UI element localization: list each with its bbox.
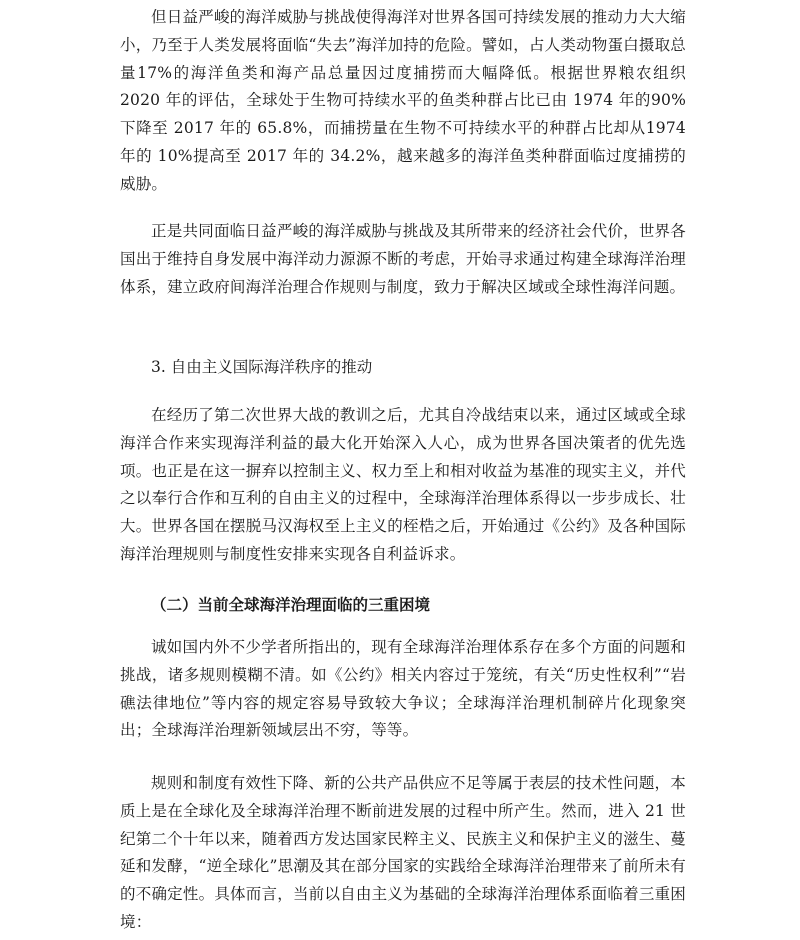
paragraph-governance-system: 正是共同面临日益严峻的海洋威胁与挑战及其所带来的经济社会代价，世界各国出于维持自身发展中海洋动力源源不断的考虑，开始寻求通过构建全球海洋治理体系，建立政府间海洋治理合作规则与制度，致力于解决区域或全球性海洋问题。 bbox=[120, 222, 686, 296]
paragraph-existing-problems: 诚如国内外不少学者所指出的，现有全球海洋治理体系存在多个方面的问题和挑战，诸多规则模糊不清。如《公约》相关内容过于笼统，有关“历史性权利”“岩礁法律地位”等内容的规定容易导致较大争议；全球海洋治理机制碎片化现象突出；全球海洋治理新领域层出不穷，等等。 bbox=[120, 638, 686, 740]
subsection-heading-2 bbox=[120, 592, 686, 620]
paragraph-liberal-order: 在经历了第二次世界大战的教训之后，尤其自冷战结束以来，通过区域或全球海洋合作来实现海洋利益的最大化开始深入人心，成为世界各国决策者的优先选项。也正是在这一摒弃以控制主义、权力至上和相对收益为基准的现实主义，并代之以奉行合作和互利的自由主义的过程中，全球海洋治理体系得以一步步成长、壮大。世界各国在摆脱马汉海权至上主义的桎梏之后，开始通过《公约》及各种国际海洋治理规则与制度性安排来实现各自利益诉求。 bbox=[120, 406, 686, 563]
paragraph-three-dilemmas: 规则和制度有效性下降、新的公共产品供应不足等属于表层的技术性问题，本质上是在全球化及全球海洋治理不断前进发展的过程中所产生。然而，进入 21 世纪第二个十年以来，随着西方发达国家民粹主义、民族主义和保护主义的滋生、蔓延和发酵，“逆全球化”思潮及其在部分国家的实践给全球海洋治理带来了前所未有的不确定性。具体而言，当前以自由主义为基础的全球海洋治理体系面临着三重困境： bbox=[120, 774, 686, 931]
paragraph-marine-threats: 但日益严峻的海洋威胁与挑战使得海洋对世界各国可持续发展的推动力大大缩小，乃至于人类发展将面临“失去”海洋加持的危险。譬如，占人类动物蛋白摄取总量17%的海洋鱼类和海产品总量因过度捕捞而大幅降低。根据世界粮农组织 2020 年的评估，全球处于生物可持续水平的鱼类种群占比已由 1974 年的90%下降至 2017 年的 65.8%，而捕捞量在生物不可持续水平的种群占比却从1974 年的 10%提高至 2017 年的 34.2%，越来越多的海洋鱼类种群面临过度捕捞的威胁。 bbox=[120, 8, 686, 193]
subsection-heading-2-text: （二）当前全球海洋治理面临的三重困境 bbox=[151, 596, 431, 614]
section-heading-3-text: 3. 自由主义国际海洋秩序的推动 bbox=[151, 358, 373, 376]
section-heading-3 bbox=[120, 354, 686, 382]
